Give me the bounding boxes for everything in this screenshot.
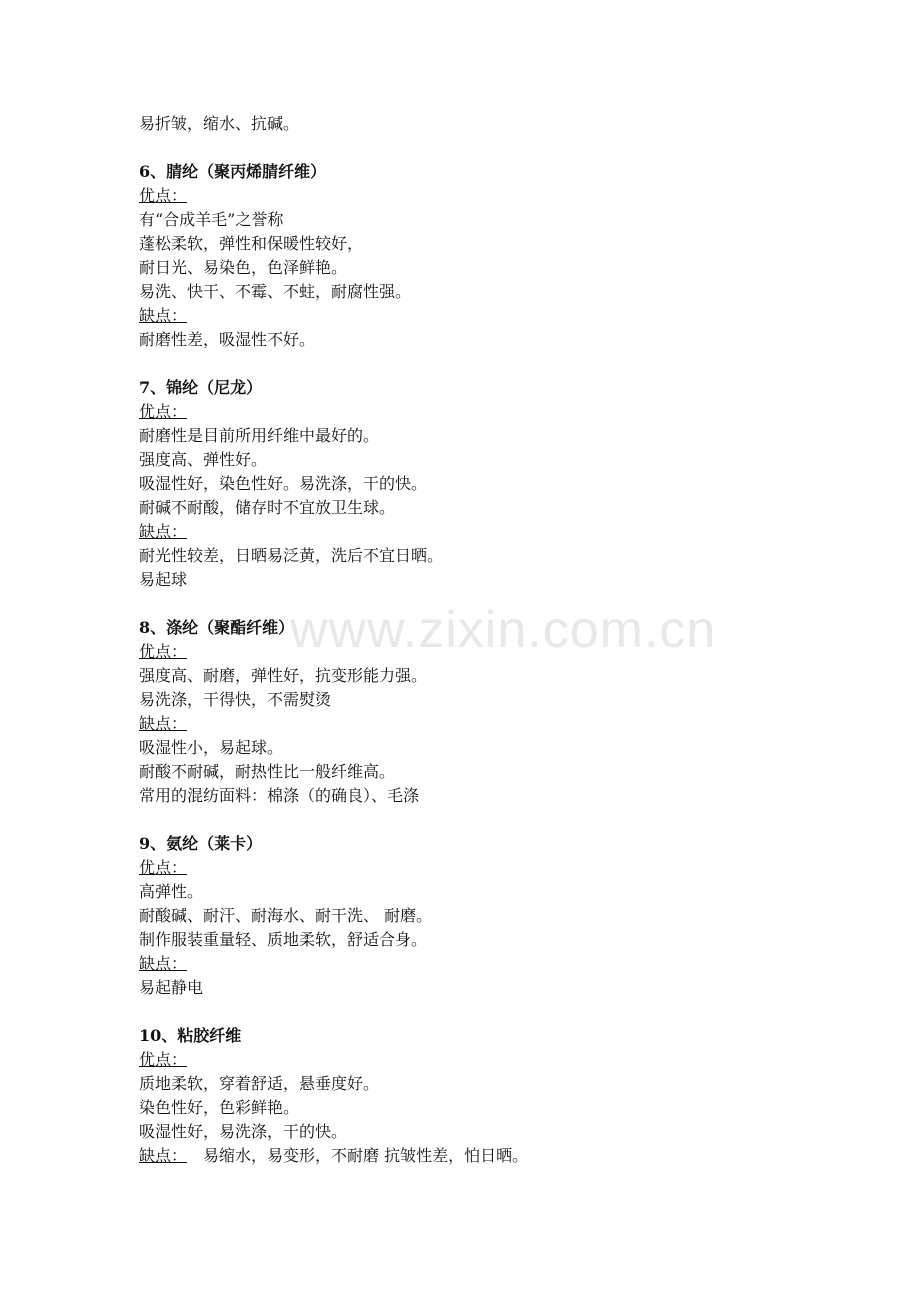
pros-item: 制作服装重量轻、质地柔软，舒适合身。 <box>139 930 428 949</box>
cons-item: 耐磨性差，吸湿性不好。 <box>139 330 316 349</box>
cons-item: 耐酸不耐碱，耐热性比一般纤维高。 <box>139 762 396 781</box>
cons-inline-text: 易缩水，易变形，不耐磨 抗皱性差，怕日晒。 <box>203 1146 529 1165</box>
pros-item: 耐磨性是目前所用纤维中最好的。 <box>139 426 380 445</box>
section-acrylic <box>139 160 839 352</box>
cons-label: 缺点： <box>139 714 188 733</box>
pros-item: 高弹性。 <box>139 882 204 901</box>
cons-label-row <box>139 952 839 976</box>
pros-label: 优点： <box>139 858 188 877</box>
pros-label: 优点： <box>139 186 188 205</box>
pros-item: 强度高、弹性好。 <box>139 450 268 469</box>
section-gap <box>139 592 839 616</box>
pros-label-row <box>139 640 839 664</box>
cons-label-row <box>139 304 839 328</box>
pros-label-row <box>139 400 839 424</box>
pros-item: 蓬松柔软，弹性和保暖性较好， <box>139 234 364 253</box>
pros-item: 耐日光、易染色，色泽鲜艳。 <box>139 258 348 277</box>
pros-item: 强度高、耐磨，弹性好，抗变形能力强。 <box>139 666 428 685</box>
pros-item: 耐碱不耐酸，储存时不宜放卫生球。 <box>139 498 396 517</box>
intro-line: 易折皱，缩水、抗碱。 <box>139 114 300 133</box>
watermark-text: www.zixin.com.cn <box>290 601 717 659</box>
pros-label: 优点： <box>139 402 188 421</box>
cons-label-row <box>139 520 839 544</box>
cons-label: 缺点： <box>139 306 188 325</box>
section-heading: 6、腈纶（聚丙烯腈纤维） <box>139 162 327 181</box>
cons-label-row <box>139 712 839 736</box>
pros-item: 易洗涤，干得快，不需熨烫 <box>139 690 332 709</box>
cons-item: 耐光性较差，日晒易泛黄，洗后不宜日晒。 <box>139 546 444 565</box>
pros-label-row <box>139 184 839 208</box>
pros-item: 吸湿性好，染色性好。易洗涤，干的快。 <box>139 474 428 493</box>
cons-label: 缺点： <box>139 1146 188 1165</box>
cons-item: 易起静电 <box>139 978 204 997</box>
cons-item: 常用的混纺面料：棉涤（的确良）、毛涤 <box>139 786 420 805</box>
cons-label: 缺点： <box>139 954 188 973</box>
section-heading: 10、粘胶纤维 <box>139 1026 242 1045</box>
pros-item: 染色性好，色彩鲜艳。 <box>139 1098 300 1117</box>
section-polyester <box>139 616 839 808</box>
pros-item: 易洗、快干、不霉、不蛀，耐腐性强。 <box>139 282 412 301</box>
section-gap <box>139 808 839 832</box>
pros-label-row <box>139 856 839 880</box>
pros-item: 质地柔软，穿着舒适，悬垂度好。 <box>139 1074 380 1093</box>
cons-item: 易起球 <box>139 570 188 589</box>
section-heading: 7、锦纶（尼龙） <box>139 378 263 397</box>
pros-label-row <box>139 1048 839 1072</box>
cons-label-row <box>139 1144 839 1168</box>
section-gap <box>139 136 839 160</box>
section-heading: 9、氨纶（莱卡） <box>139 834 263 853</box>
pros-item: 有“合成羊毛”之誉称 <box>139 210 284 229</box>
section-nylon <box>139 376 839 592</box>
cons-label: 缺点： <box>139 522 188 541</box>
document-body <box>139 112 839 1168</box>
section-gap <box>139 352 839 376</box>
pros-item: 耐酸碱、耐汗、耐海水、耐干洗、 耐磨。 <box>139 906 433 925</box>
cons-item: 吸湿性小，易起球。 <box>139 738 284 757</box>
pros-item: 吸湿性好，易洗涤，干的快。 <box>139 1122 348 1141</box>
section-gap <box>139 1000 839 1024</box>
pros-label: 优点： <box>139 1050 188 1069</box>
section-heading: 8、涤纶（聚酯纤维） <box>139 618 295 637</box>
pros-label: 优点： <box>139 642 188 661</box>
section-viscose <box>139 1024 839 1168</box>
section-spandex <box>139 832 839 1000</box>
